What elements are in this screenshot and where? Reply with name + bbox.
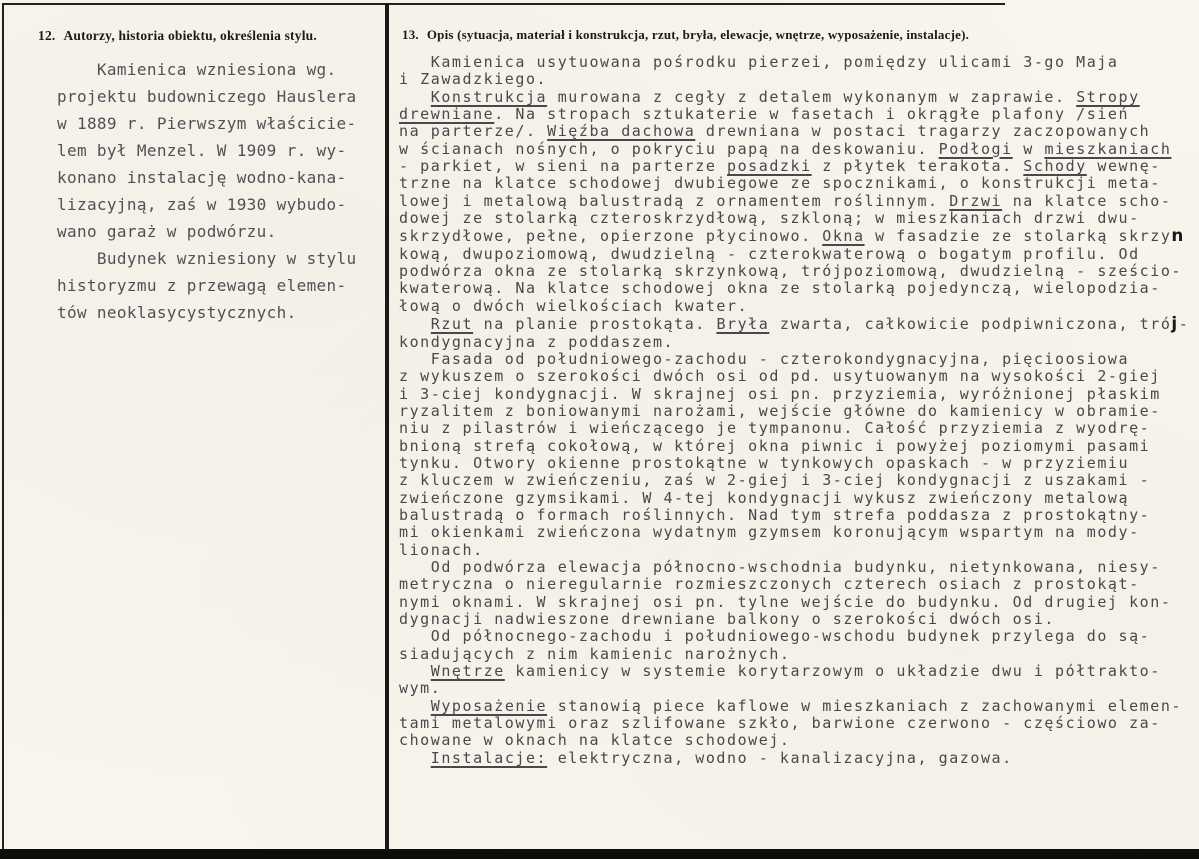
typed-segment: trzne na klatce schodowej dwubiegowe ze spocznikami, o konstrukcji meta-: [399, 174, 1161, 193]
underlined-term: Instalacje:: [430, 748, 548, 767]
typed-segment: z kluczem w zwieńczeniu, zaś w 2-giej i 3-ciej kondygnacji z uszakami -: [399, 471, 1151, 490]
typed-segment: w: [1012, 139, 1045, 158]
typed-segment: zwarta, całkowicie podpiwniczona, tró: [769, 315, 1172, 334]
column-divider-rule: [385, 3, 389, 850]
typed-line: [399, 263, 1189, 280]
typed-segment: Od północnego-zachodu i południowego-wschodu budynek przylega do są-: [399, 627, 1151, 646]
typed-line: [399, 227, 1189, 245]
typed-segment: - parkiet, w sieni na parterze: [399, 157, 728, 176]
underlined-term: Drzwi: [949, 191, 1003, 210]
underlined-term: Więźba dachowa: [547, 122, 696, 141]
typed-line: [399, 280, 1189, 297]
typed-line: [399, 123, 1189, 140]
typed-segment: Kamienica wzniesiona wg.: [57, 60, 337, 79]
typed-segment: łową o dwóch wielkościach kwater.: [399, 296, 749, 315]
typed-segment: nymi oknami. W skrajnej osi pn. tylne wejście do budynku. Od drugiej kon-: [399, 592, 1172, 611]
underlined-term: Konstrukcja: [430, 87, 548, 106]
typed-line: [399, 732, 1189, 749]
handwritten-mark: n: [1171, 225, 1185, 246]
typed-line: [399, 315, 1189, 333]
typed-segment: z płytek terakota.: [811, 157, 1024, 176]
typed-segment: na parterze/.: [399, 122, 548, 141]
typed-line: [399, 628, 1189, 645]
typed-segment: wewnę-: [1086, 157, 1161, 176]
underlined-term: Stropy: [1076, 87, 1140, 106]
typed-segment: ryzalitem z boniowanymi narożami, wejście główne do kamienicy w obramie-: [399, 401, 1161, 420]
typed-line: [399, 472, 1189, 489]
typed-line: [57, 137, 356, 164]
left-border-rule: [2, 3, 4, 850]
typed-segment: elektryczna, wodno - kanalizacyjna, gazowa.: [547, 748, 1013, 767]
typed-line: [57, 191, 356, 218]
typed-line: [399, 663, 1189, 680]
underlined-term: Wnętrze: [430, 662, 505, 681]
section-13-header: [402, 27, 969, 43]
typed-segment: Budynek wzniesiony w stylu: [57, 249, 357, 268]
typed-segment: -: [1178, 315, 1190, 334]
section-12-number: 12.: [38, 28, 56, 43]
typed-segment: skrzydłowe, pełne, opierzone płycinowo.: [399, 227, 823, 246]
typed-segment: kamienicy w systemie korytarzowym o układzie dwu i półtrakto-: [504, 662, 1161, 681]
typed-segment: mi okienkami zwieńczona wydatnym gzymsem koronującym wspartym na mody-: [399, 523, 1140, 542]
typed-line: [399, 175, 1189, 192]
typed-line: [57, 245, 356, 272]
typed-segment: [399, 315, 431, 333]
typed-segment: stanowią piece kaflowe w mieszkaniach z zachowanymi elemen-: [547, 696, 1182, 715]
underlined-term: Schody: [1023, 157, 1087, 176]
typed-segment: historyzmu z przewagą elemen-: [57, 276, 347, 295]
typed-segment: kową, dwupoziomową, dwudzielną - czterokwaterową o bogatym profilu. Od: [399, 244, 1140, 263]
typed-line: [399, 89, 1189, 106]
section-12-typed-text: [57, 56, 356, 326]
typed-segment: kwaterową. Na klatce schodowej okna ze stolarką pojedynczą, wielopodzia-: [399, 279, 1161, 298]
typed-line: [399, 351, 1189, 368]
typed-segment: niu z pilastrów i wieńczącego je tympanonu. Całość przyziemia z wyodrę-: [399, 419, 1151, 438]
section-12-title: Autorzy, historia obiektu, określenia stylu.: [63, 28, 317, 43]
typed-line: [399, 542, 1189, 559]
section-13-typed-text: [399, 54, 1189, 767]
typed-line: [399, 576, 1189, 593]
typed-line: [399, 54, 1189, 71]
typed-line: [57, 110, 356, 137]
typed-segment: . Na stropach sztukaterie w fasetach i okrągłe plafony /sień: [494, 105, 1130, 124]
section-13-title: Opis (sytuacja, materiał i konstrukcja, rzut, bryła, elewacje, wnętrze, wyposażenie, instalacje).: [426, 27, 970, 42]
typed-line: [399, 298, 1189, 315]
typed-line: [399, 368, 1189, 385]
underlined-term: Rzut: [430, 315, 474, 334]
typed-segment: w 1889 r. Pierwszym właścicie-: [57, 114, 357, 133]
typed-segment: konano instalację wodno-kana-: [57, 168, 347, 187]
typed-segment: lionach.: [399, 540, 484, 559]
typed-line: [399, 403, 1189, 420]
typed-line: [399, 490, 1189, 507]
typed-line: [57, 83, 356, 110]
typed-segment: siadujących z nim kamienic narożnych.: [399, 644, 791, 663]
typed-line: [399, 646, 1189, 663]
typed-line: [399, 594, 1189, 611]
typed-segment: Fasada od południowego-zachodu - czterokondygnacyjna, pięcioosiowa: [399, 349, 1130, 368]
typed-segment: [399, 697, 431, 715]
typed-line: [399, 193, 1189, 210]
typed-line: [399, 455, 1189, 472]
typed-segment: Od podwórza elewacja północno-wschodnia budynku, nietynkowana, niesy-: [399, 557, 1161, 576]
underlined-term: drewniane: [399, 105, 495, 124]
typed-segment: wym.: [399, 679, 442, 698]
typed-segment: z wykuszem o szerokości dwóch osi od pd. usytuowanym na wysokości 2-giej: [399, 367, 1161, 386]
typed-segment: murowana z cegły z detalem wykonanym w zaprawie.: [547, 87, 1077, 106]
typed-line: [399, 106, 1189, 123]
typed-segment: Kamienica usytuowana pośrodku pierzei, pomiędzy ulicami 3-go Maja: [399, 53, 1119, 71]
underlined-term: Wyposażenie: [430, 696, 548, 715]
typed-line: [57, 56, 356, 83]
typed-segment: na planie prostokąta.: [473, 315, 717, 334]
typed-segment: w fasadzie ze stolarką skrzy: [864, 227, 1172, 246]
typed-line: [399, 334, 1189, 351]
typed-segment: lem był Menzel. W 1909 r. wy-: [57, 141, 347, 160]
typed-line: [57, 272, 356, 299]
typed-line: [399, 698, 1189, 715]
typed-segment: drewniana w postaci tragarzy zaczopowanych: [695, 122, 1151, 141]
typed-line: [399, 524, 1189, 541]
underlined-term: Okna: [822, 227, 865, 246]
typed-line: [399, 158, 1189, 175]
typed-line: [399, 611, 1189, 628]
typed-segment: tynku. Otwory okienne prostokątne w tynkowych opaskach - w przyziemiu: [399, 453, 1130, 472]
handwritten-mark: j: [1171, 313, 1179, 334]
typed-line: [399, 559, 1189, 576]
typed-segment: tów neoklasycystycznych.: [57, 303, 297, 322]
typed-segment: [399, 749, 431, 767]
typed-segment: dowej ze stolarką czteroskrzydłową, szkloną; w mieszkaniach drzwi dwu-: [399, 209, 1140, 228]
typed-segment: bnioną strefą cokołową, w której okna piwnic i powyżej poziomymi pasami: [399, 436, 1151, 455]
typed-segment: dygnacji nadwieszone drewniane balkony o szerokości dwóch osi.: [399, 610, 1056, 628]
typed-segment: [399, 88, 431, 106]
typed-segment: zwieńczone gzymsikami. W 4-tej kondygnacji wykusz zwieńczony metalową: [399, 488, 1130, 507]
typed-segment: tami metalowymi oraz szlifowane szkło, barwione czerwono - częściowo za-: [399, 714, 1161, 733]
typed-line: [57, 164, 356, 191]
typed-line: [399, 750, 1189, 767]
typed-segment: lowej i metalową balustradą z ornamentem roślinnym.: [399, 191, 950, 210]
typed-segment: kondygnacyjna z poddaszem.: [399, 332, 675, 351]
typed-line: [399, 420, 1189, 437]
underlined-term: Podłogi: [938, 139, 1013, 158]
typed-line: [399, 680, 1189, 697]
typed-segment: balustradą o formach roślinnych. Nad tym strefa poddasza z prostokątny-: [399, 505, 1151, 524]
typed-segment: w ścianach nośnych, o pokryciu papą na deskowaniu.: [399, 139, 939, 158]
typed-line: [399, 507, 1189, 524]
typed-segment: i 3-ciej kondygnacji. W skrajnej osi pn. przyziemia, wyróżnionej płaskim: [399, 384, 1161, 403]
top-border-rule: [2, 3, 1005, 5]
underlined-term: mieszkaniach: [1044, 139, 1172, 158]
typed-line: [399, 210, 1189, 227]
bottom-border-rule: [0, 849, 1199, 859]
section-12-header: [38, 28, 317, 44]
typed-segment: projektu budowniczego Hauslera: [57, 87, 357, 106]
underlined-term: posadzki: [727, 157, 812, 176]
typed-line: [399, 715, 1189, 732]
typed-line: [399, 71, 1189, 88]
typed-line: [57, 299, 356, 326]
typed-line: [57, 218, 356, 245]
section-13-number: 13.: [402, 27, 419, 42]
typed-segment: i Zawadzkiego.: [399, 70, 548, 89]
typed-segment: wano garaż w podwórzu.: [57, 222, 277, 241]
underlined-term: Bryła: [716, 315, 770, 334]
typed-segment: metryczna o nieregularnie rozmieszczonych czterech osiach z prostokąt-: [399, 575, 1140, 594]
typed-line: [399, 246, 1189, 263]
typed-segment: na klatce scho-: [1002, 191, 1172, 210]
typed-segment: [399, 662, 431, 680]
typed-line: [399, 438, 1189, 455]
typed-segment: lizacyjną, zaś w 1930 wybudo-: [57, 195, 347, 214]
typed-segment: podwórza okna ze stolarką skrzynkową, trójpoziomową, dwudzielną - sześcio-: [399, 262, 1182, 281]
typed-segment: chowane w oknach na klatce schodowej.: [399, 731, 791, 750]
typed-line: [399, 386, 1189, 403]
typed-line: [399, 141, 1189, 158]
